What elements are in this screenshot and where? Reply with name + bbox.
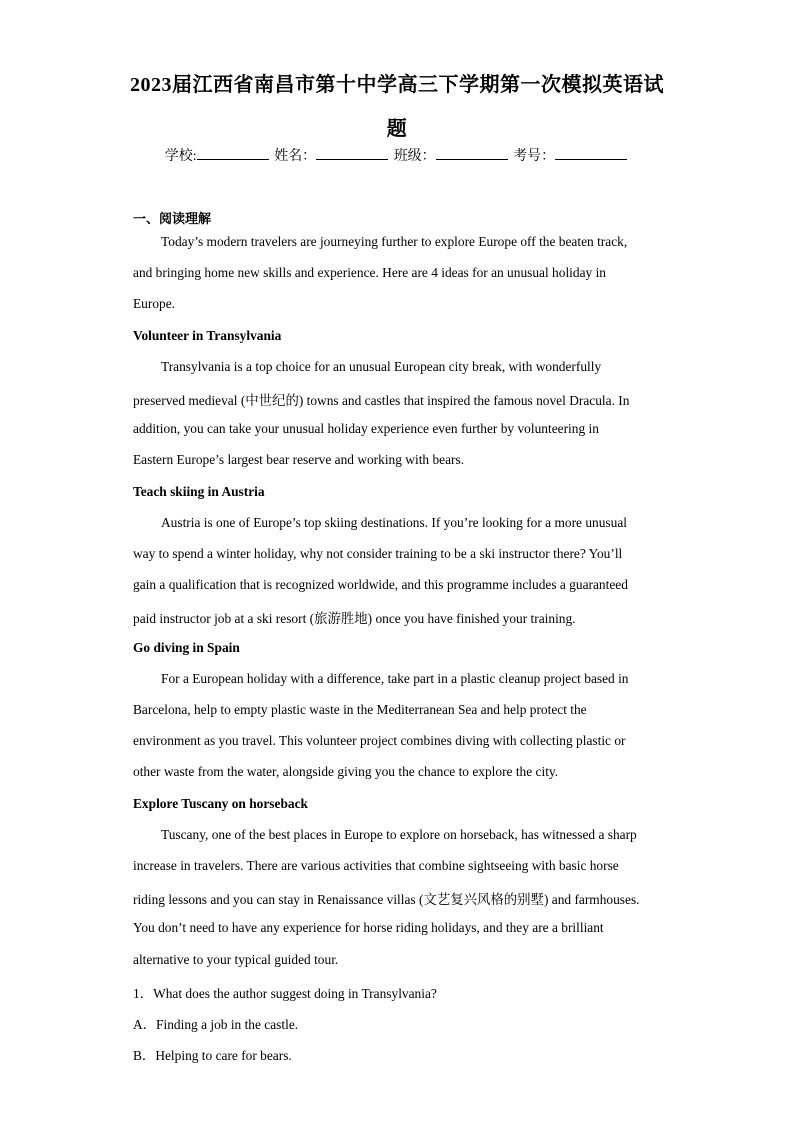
para-line: Barcelona, help to empty plastic waste in the Mediterranean Sea and help protect the <box>133 702 587 717</box>
para-line: Eastern Europe’s largest bear reserve and working with bears. <box>133 452 465 467</box>
section-heading: 一、阅读理解 <box>133 211 212 226</box>
document-title-line1: 2023届江西省南昌市第十中学高三下学期第一次模拟英语试 <box>130 74 664 96</box>
para-line: other waste from the water, alongside giving you the chance to explore the city. <box>133 764 559 779</box>
heading-spain: Go diving in Spain <box>133 640 240 655</box>
name-label: 姓名： <box>274 149 317 164</box>
para-line: Transylvania is a top choice for an unusual European city break, with wonderfully <box>161 359 602 374</box>
para-line: For a European holiday with a difference, take part in a plastic cleanup project based in <box>161 671 629 686</box>
para-line: riding lessons and you can stay in Renaissance villas (文艺复兴风格的别墅) and farmhouses. <box>133 892 640 907</box>
para-line: Tuscany, one of the best places in Europe to explore on horseback, has witnessed a sharp <box>161 827 637 842</box>
heading-austria: Teach skiing in Austria <box>133 484 265 499</box>
student-info-row <box>0 145 794 165</box>
para-line: gain a qualification that is recognized worldwide, and this programme includes a guaranteed <box>133 577 628 592</box>
school-blank[interactable] <box>197 147 269 160</box>
para-line: way to spend a winter holiday, why not consider training to be a ski instructor there? You’ll <box>133 546 623 561</box>
para-line: addition, you can take your unusual holiday experience even further by volunteering in <box>133 421 599 436</box>
question-1: 1．What does the author suggest doing in Transylvania? <box>133 986 437 1001</box>
document-title-line2: 题 <box>386 118 408 140</box>
number-label: 考号： <box>513 149 556 164</box>
class-label: 班级： <box>393 149 436 164</box>
heading-tuscany: Explore Tuscany on horseback <box>133 796 308 811</box>
intro-line: Europe. <box>133 296 176 311</box>
option-a[interactable]: A．Finding a job in the castle. <box>133 1017 299 1032</box>
intro-line: and bringing home new skills and experience. Here are 4 ideas for an unusual holiday in <box>133 265 606 280</box>
option-b[interactable]: B．Helping to care for bears. <box>133 1048 292 1063</box>
para-line: increase in travelers. There are various activities that combine sightseeing with basic horse <box>133 858 619 873</box>
number-blank[interactable] <box>555 147 627 160</box>
para-line: environment as you travel. This volunteer project combines diving with collecting plastic or <box>133 733 626 748</box>
class-blank[interactable] <box>436 147 508 160</box>
para-line: You don’t need to have any experience for horse riding holidays, and they are a brilliant <box>133 920 604 935</box>
intro-line: Today’s modern travelers are journeying further to explore Europe off the beaten track, <box>161 234 628 249</box>
name-blank[interactable] <box>316 147 388 160</box>
heading-transylvania: Volunteer in Transylvania <box>133 328 282 343</box>
para-line: preserved medieval (中世纪的) towns and castles that inspired the famous novel Dracula. In <box>133 393 630 408</box>
para-line: paid instructor job at a ski resort (旅游胜地) once you have finished your training. <box>133 611 576 626</box>
school-label: 学校: <box>164 149 197 164</box>
para-line: alternative to your typical guided tour. <box>133 952 339 967</box>
para-line: Austria is one of Europe’s top skiing destinations. If you’re looking for a more unusual <box>161 515 627 530</box>
